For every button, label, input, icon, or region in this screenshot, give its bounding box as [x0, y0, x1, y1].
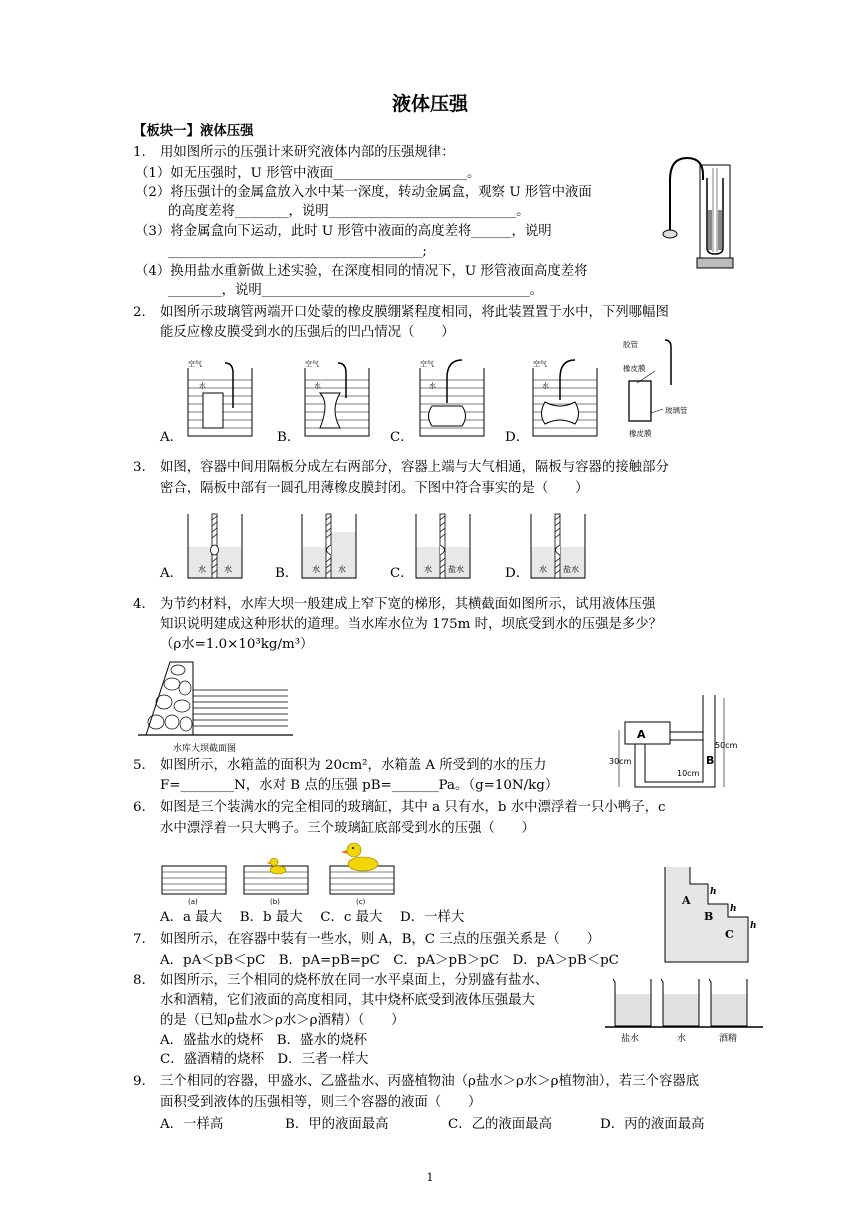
- q7-label-b: B: [704, 910, 714, 923]
- q3-number: 3.: [133, 460, 146, 475]
- q5-label-50cm: 50cm: [715, 741, 738, 750]
- q8-line2: 水和酒精，它们液面的高度相同，其中烧杯底受到液体压强最大: [160, 993, 535, 1008]
- q6-line1: 如图是三个装满水的完全相同的玻璃缸，其中 a 只有水，b 水中漂浮着一只小鸭子，c: [160, 800, 666, 815]
- q3-d-right-label: 盐水: [563, 565, 579, 574]
- q2-option-b: B．: [277, 430, 301, 445]
- tank-c-label: (c): [356, 898, 366, 906]
- q1-line2a: （2）将压强计的金属盒放入水中某一深度，转动金属盒，观察 U 形管中液面: [135, 185, 592, 200]
- q5-line2: F=________N，水对 B 点的压强 pB=_______Pa。（g=10N/kg）: [160, 778, 559, 793]
- q1-line3a: （3）将金属盒向下运动，此时 U 形管中液面的高度差将______，说明: [135, 224, 552, 239]
- q9-option-c: C．乙的液面最高: [448, 1117, 552, 1132]
- stepped-container-figure: [660, 862, 760, 967]
- q3-figure-b: [300, 512, 358, 580]
- q1-line4b: ________，说明________________________________________。: [168, 283, 543, 298]
- q2-a-air-label: 空气: [188, 360, 202, 368]
- q4-line1: 为节约材料，水库大坝一般建成上窄下宽的梯形，其横截面如图所示，试用液体压强: [160, 597, 656, 612]
- q2-label-hose: 胶管: [623, 340, 638, 349]
- q7-options: A．pA＜pB＜pC B．pA=pB=pC C．pA＞pB＞pC D．pA＞pB＜pC: [160, 953, 619, 968]
- q5-label-30cm: 30cm: [609, 757, 632, 766]
- q8-number: 8.: [133, 973, 146, 988]
- q2-line1: 如图所示玻璃管两端开口处蒙的橡皮膜绷紧程度相同，将此装置置于水中，下列哪幅图: [160, 305, 669, 320]
- q2-number: 2.: [133, 305, 146, 320]
- pressure-gauge-figure: [655, 150, 735, 275]
- q3-line1: 如图，容器中间用隔板分成左右两部分，容器上端与大气相通，隔板与容器的接触部分: [160, 460, 669, 475]
- q3-figure-c: [414, 512, 472, 580]
- q1-line3b: ______________________________________;: [168, 244, 427, 259]
- q5-line1: 如图所示，水箱盖的面积为 20cm²，水箱盖 A 所受到的水的压力: [160, 758, 547, 773]
- q8-line4: A．盛盐水的烧杯 B．盛水的烧杯: [160, 1033, 367, 1048]
- q5-label-b: B: [706, 754, 715, 767]
- beaker-alcohol-label: 酒精: [719, 1034, 738, 1044]
- q1-line1: （1）如无压强时，U 形管中液面____________________。: [135, 166, 481, 181]
- q2-figure-a: [185, 358, 255, 438]
- q3-a-left-label: 水: [198, 565, 206, 574]
- q3-option-c: C．: [390, 566, 414, 581]
- q7-line1: 如图所示，在容器中装有一些水，则 A，B，C 三点的压强关系是（ ）: [160, 932, 600, 947]
- q7-label-h2: h: [730, 904, 737, 914]
- q9-option-d: D．丙的液面最高: [600, 1117, 705, 1132]
- q2-line2: 能反应橡皮膜受到水的压强后的凹凸情况（ ）: [160, 325, 455, 340]
- q9-number: 9.: [133, 1074, 146, 1089]
- q2-b-water-label: 水: [314, 382, 321, 390]
- q2-label-glass-tube: 玻璃管: [665, 406, 688, 415]
- q2-b-air-label: 空气: [305, 360, 319, 368]
- q3-option-a: A．: [160, 566, 184, 581]
- q8-line3: 的是（已知ρ盐水＞ρ水＞ρ酒精）（ ）: [160, 1013, 405, 1028]
- q9-option-a: A．一样高: [160, 1117, 224, 1132]
- q7-label-c: C: [725, 928, 734, 941]
- q2-d-water-label: 水: [542, 382, 549, 390]
- q1-number: 1.: [133, 145, 146, 160]
- page-number: 1: [426, 1171, 434, 1184]
- q9-line1: 三个相同的容器，甲盛水、乙盛盐水、丙盛植物油（ρ盐水＞ρ水＞ρ植物油），若三个容器底: [160, 1074, 700, 1089]
- q2-side-figure: [615, 335, 710, 440]
- q2-c-air-label: 空气: [420, 360, 434, 368]
- q5-label-a: A: [637, 728, 646, 741]
- q3-c-left-label: 水: [424, 565, 432, 574]
- q2-figure-c: [417, 358, 487, 438]
- q2-label-membrane-top: 橡皮膜: [623, 364, 646, 373]
- q7-label-h1: h: [710, 887, 717, 897]
- q9-option-b: B．甲的液面最高: [285, 1117, 389, 1132]
- tank-a-label: (a): [188, 898, 198, 906]
- q3-line2: 密合，隔板中部有一圆孔用薄橡皮膜封闭。下图中符合事实的是（ ）: [160, 481, 589, 496]
- q7-label-a: A: [682, 894, 691, 907]
- tank-b-label: (b): [270, 898, 280, 906]
- q5-label-10cm: 10cm: [677, 769, 700, 778]
- page-title: 液体压强: [391, 93, 468, 115]
- q3-b-right-label: 水: [338, 565, 346, 574]
- q1-line4a: （4）换用盐水重新做上述实验，在深度相同的情况下，U 形管液面高度差将: [135, 264, 588, 279]
- q2-figure-d: [530, 358, 600, 438]
- dam-cross-section-figure: [138, 660, 298, 755]
- q6-number: 6.: [133, 800, 146, 815]
- big-duck-icon: [341, 843, 378, 871]
- q6-line2: 水中漂浮着一只大鸭子。三个玻璃缸底部受到水的压强（ ）: [160, 821, 535, 836]
- q3-b-left-label: 水: [312, 565, 320, 574]
- dam-caption: 水库大坝截面图: [173, 744, 237, 754]
- q8-line5: C．盛酒精的烧杯 D．三者一样大: [160, 1052, 369, 1067]
- q3-figure-d: [529, 512, 587, 580]
- q2-option-d: D．: [505, 430, 530, 445]
- fish-tanks-figure: [158, 842, 403, 908]
- q3-a-right-label: 水: [224, 565, 232, 574]
- beaker-water-label: 水: [677, 1034, 687, 1044]
- q7-number: 7.: [133, 932, 146, 947]
- q5-number: 5.: [133, 758, 146, 773]
- q9-line2: 面积受到液体的压强相等，则三个容器的液面（ ）: [160, 1095, 482, 1110]
- q2-label-membrane-bottom: 橡皮膜: [629, 429, 652, 438]
- q3-option-d: D．: [505, 566, 530, 581]
- q2-d-air-label: 空气: [533, 360, 547, 368]
- q4-line2: 知识说明建成这种形状的道理。当水库水位为 175m 时，坝底受到水的压强是多少？: [160, 617, 663, 632]
- beaker-saltwater-label: 盐水: [621, 1034, 640, 1044]
- q3-c-right-label: 盐水: [448, 565, 464, 574]
- q1-stem: 用如图所示的压强计来研究液体内部的压强规律：: [160, 145, 455, 160]
- section-heading: 【板块一】液体压强: [133, 124, 254, 139]
- q2-option-a: A．: [160, 430, 184, 445]
- q3-option-b: B．: [275, 566, 299, 581]
- q4-number: 4.: [133, 597, 146, 612]
- q4-line3: （ρ水=1.0×10³kg/m³）: [160, 637, 314, 652]
- q6-options: A．a 最大 B．b 最大 C．c 最大 D．一样大: [160, 910, 465, 925]
- q2-option-c: C．: [390, 430, 414, 445]
- three-beakers-figure: [605, 974, 763, 1046]
- q3-d-left-label: 水: [539, 565, 547, 574]
- q2-c-water-label: 水: [429, 382, 436, 390]
- q2-figure-b: [302, 358, 372, 438]
- q2-a-water-label: 水: [199, 382, 206, 390]
- q8-line1: 如图所示，三个相同的烧杯放在同一水平桌面上，分别盛有盐水、: [160, 973, 549, 988]
- q7-label-h3: h: [750, 921, 757, 931]
- q1-line2b: 的高度差将________，说明____________________________。: [168, 204, 530, 219]
- q3-figure-a: [186, 512, 244, 580]
- water-tank-figure: [605, 690, 740, 790]
